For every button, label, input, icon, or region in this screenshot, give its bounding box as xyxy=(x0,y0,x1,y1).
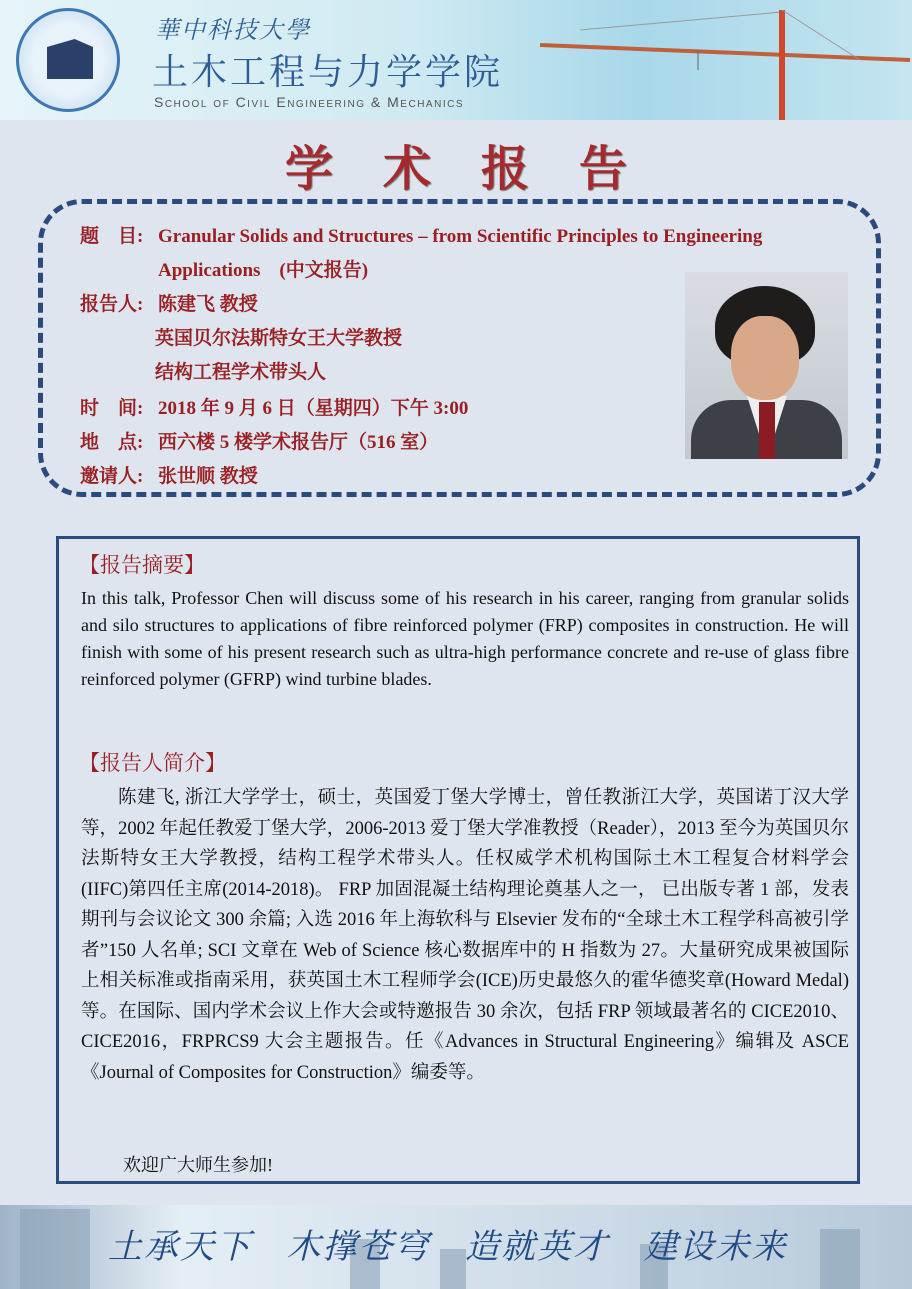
footer-slogan: 土承天下 木撑苍穹 造就英才 建设未来 xyxy=(108,1229,788,1266)
university-name: 華中科技大學 xyxy=(155,18,311,44)
school-logo xyxy=(16,8,120,112)
place-row xyxy=(80,427,438,454)
footer-banner xyxy=(0,1205,912,1289)
school-name-en: School of Civil Engineering & Mechanics xyxy=(154,94,464,110)
speaker-label: 报告人: xyxy=(80,294,144,315)
speaker-title-2: 结构工程学术带头人 xyxy=(155,362,327,383)
time-label: 时 间: xyxy=(80,398,144,419)
time-row xyxy=(80,393,468,420)
place-label: 地 点: xyxy=(80,432,144,453)
place: 西六楼 5 楼学术报告厅（516 室） xyxy=(158,432,439,453)
time: 2018 年 9 月 6 日（星期四）下午 3:00 xyxy=(158,398,469,419)
welcome-text: 欢迎广大师生参加! xyxy=(123,1155,273,1175)
abstract-heading: 【报告摘要】 xyxy=(79,553,205,577)
page-title: 学术报告 xyxy=(284,141,677,197)
abstract-text: In this talk, Professor Chen will discuss some of his research in his career, ranging from granular solids and silo structures to applications of fibre reinforced polymer (FRP) composites in construction. He will finish with some of his present research such as ultra-high performance concrete and re-use of glass fibre reinforced polymer (GFRP) wind turbine blades. xyxy=(81,588,849,689)
topic-row-2: Applications (中文报告) xyxy=(158,260,369,281)
topic-label: 题 目: xyxy=(80,226,144,247)
topic-row xyxy=(80,221,762,248)
host-row xyxy=(80,461,258,488)
details-box xyxy=(56,536,860,1184)
bio-text: 陈建飞, 浙江大学学士，硕士，英国爱丁堡大学博士，曾任教浙江大学，英国诺丁汉大学等，2002 年起任教爱丁堡大学，2006-2013 爱丁堡大学准教授（Reader），2013 至今为英国贝尔法斯特女王大学教授，结构工程学术带头人。任权威学术机构国际土木工程复合材料学会(IIFC)第四任主席(2014-2018)。 FRP 加固混凝土结构理论奠基人之一， 已出版专著 1 部，发表期刊与会议论文 300 余篇; 入选 2016 年上海软科与 Elsevier 发布的“全球土木工程学科高被引学者”150 人名单; SCI 文章在 Web of Science 核心数据库中的 H 指数为 27。大量研究成果被国际上相关标准或指南采用，获英国土木工程师学会(ICE)历史最悠久的霍华德奖章(Howard Medal)等。在国际、国内学术会议上作大会或特邀报告 30 余次，包括 FRP 领域最著名的 CICE2010、CICE2016，FRPRCS9 大会主题报告。任《Advances in Structural Engineering》编辑及 ASCE《Journal of Composites for Construction》编委等。 xyxy=(81,788,849,1083)
host: 张世顺 教授 xyxy=(158,466,258,487)
crane-image xyxy=(520,0,912,120)
topic: Granular Solids and Structures – from Scientific Principles to Engineering xyxy=(158,226,763,247)
speaker-row xyxy=(80,289,258,316)
bio-heading: 【报告人简介】 xyxy=(79,751,226,775)
speaker-photo xyxy=(685,272,848,459)
header-banner xyxy=(0,0,912,120)
host-label: 邀请人: xyxy=(80,466,144,487)
school-name-cn: 土木工程与力学学院 xyxy=(152,52,504,93)
speaker-title-1: 英国贝尔法斯特女王大学教授 xyxy=(155,328,403,349)
speaker: 陈建飞 教授 xyxy=(158,294,258,315)
